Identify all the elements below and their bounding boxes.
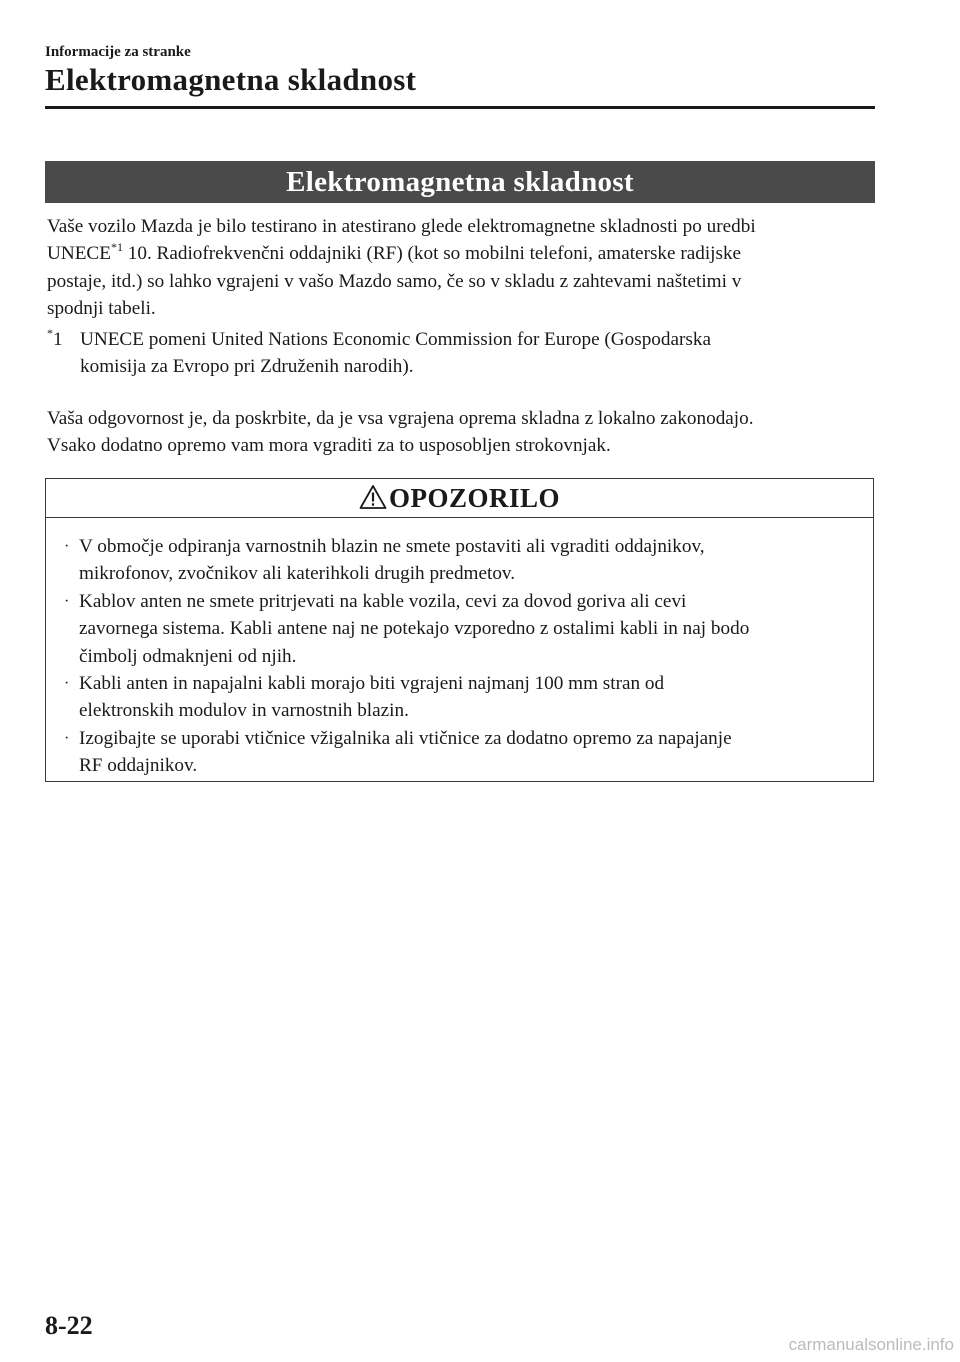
section-label: Informacije za stranke xyxy=(45,44,191,60)
warning-title: OPOZORILO xyxy=(388,482,561,513)
footnote-line: UNECE pomeni United Nations Economic Commission for Europe (Gospodarska xyxy=(80,329,711,350)
warning-line: mikrofonov, zvočnikov ali katerihkoli drugih predmetov. xyxy=(79,563,516,585)
responsibility-line: Vsako dodatno opremo vam mora vgraditi za to usposobljen strokovnjak. xyxy=(47,435,611,457)
intro-paragraph xyxy=(47,213,875,323)
warning-line: Kabli anten in napajalni kabli morajo biti vgrajeni najmanj 100 mm stran od xyxy=(79,673,665,695)
intro-line-rest: 10. Radiofrekvenčni oddajniki (RF) (kot so mobilni telefoni, amaterske radijske xyxy=(122,243,742,265)
responsibility-paragraph xyxy=(47,405,875,460)
warning-line: V območje odpiranja varnostnih blazin ne smete postaviti ali vgraditi oddajnikov, xyxy=(79,536,705,557)
unece-text: UNECE xyxy=(47,243,111,265)
responsibility-line: Vaša odgovornost je, da poskrbite, da je vsa vgrajena oprema skladna z lokalno zakonodajo. xyxy=(47,408,754,429)
warning-line: elektronskih modulov in varnostnih blazin. xyxy=(79,700,409,722)
header-rule xyxy=(45,106,875,109)
warning-item xyxy=(64,670,866,725)
footnote-star: * xyxy=(47,326,53,340)
warning-line: RF oddajnikov. xyxy=(79,755,198,777)
bullet: · xyxy=(64,675,70,693)
warning-item xyxy=(64,588,866,670)
warning-list xyxy=(64,533,866,780)
warning-item xyxy=(64,725,866,780)
footnote-line: komisija za Evropo pri Združenih narodih). xyxy=(80,356,414,378)
intro-line: spodnji tabeli. xyxy=(47,298,156,320)
page-number: 8-22 xyxy=(45,1311,93,1340)
intro-line xyxy=(47,240,875,267)
footnote xyxy=(47,326,875,381)
intro-line: Vaše vozilo Mazda je bilo testirano in atestirano glede elektromagnetne skladnosti po uredbi xyxy=(47,216,756,237)
warning-item xyxy=(64,533,866,588)
warning-line: Izogibajte se uporabi vtičnice vžigalnika ali vtičnice za dodatno opremo za napajanje xyxy=(79,727,732,749)
bullet: · xyxy=(64,729,70,747)
warning-box xyxy=(45,478,874,782)
warning-header xyxy=(46,479,873,518)
warning-line: zavornega sistema. Kabli antene naj ne potekajo vzporedno z ostalimi kabli in naj bodo xyxy=(79,618,750,640)
bullet: · xyxy=(64,592,70,610)
bullet: · xyxy=(64,538,70,555)
intro-line: postaje, itd.) so lahko vgrajeni v vašo Mazdo samo, če so v skladu z zahtevami naštetimi v xyxy=(47,270,742,292)
watermark: carmanualsonline.info xyxy=(788,1335,954,1354)
warning-line: čimbolj odmaknjeni od njih. xyxy=(79,645,297,667)
footnote-marker xyxy=(47,326,63,353)
footnote-text xyxy=(80,326,875,381)
warning-triangle-icon xyxy=(359,484,387,510)
page-heading: Elektromagnetna skladnost xyxy=(45,62,417,97)
warning-line: Kablov anten ne smete pritrjevati na kable vozila, cevi za dovod goriva ali cevi xyxy=(79,590,687,612)
footnote-number: 1 xyxy=(53,329,63,350)
section-title-band: Elektromagnetna skladnost xyxy=(45,161,875,203)
footnote-ref: *1 xyxy=(110,240,123,255)
